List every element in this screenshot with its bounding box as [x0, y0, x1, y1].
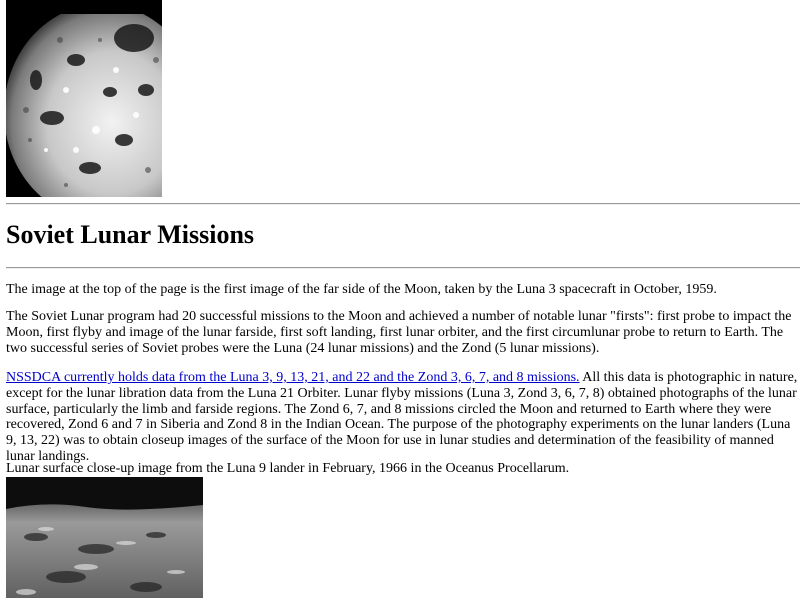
paragraph-program-overview: The Soviet Lunar program had 20 successful missions to the Moon and achieved a number of notable lunar "firsts": first probe to impact the Moon, first flyby and image of the lunar farside, first soft landing, first lunar orbiter, and the first circumlunar probe to return to Earth. The two successful series of Soviet probes were the Luna (24 lunar missions) and the Zond (5 lunar missions).: [6, 309, 792, 356]
page-title: Soviet Lunar Missions: [6, 220, 255, 249]
lunar-surface-graphic: [6, 477, 203, 598]
far-side-moon-graphic: [6, 0, 162, 197]
paragraph-data-holdings-text: All this data is photographic in nature, except for the lunar libration data from the Luna 21 Orbiter. Lunar flyby missions (Luna 3, Zond 3, 6, 7, 8) obtained photographs of the lunar surface, particularly the limb and farside regions. The Zond 6, 7, and 8 missions circled the Moon and returned to Earth where they were recovered, Zond 6 and 7 in Siberia and Zond 8 in the Indian Ocean. The purpose of the photography experiments on the lunar landers (Luna 9, 13, 22) was to obtain closeup images of the surface of the Moon for use in lunar studies and determination of the feasibility of manned lunar landings.: [6, 370, 798, 464]
paragraph-far-side-caption: The image at the top of the page is the first image of the far side of the Moon, taken by the Luna 3 spacecraft in October, 1959.: [6, 282, 717, 297]
paragraph-lander-caption: Lunar surface close-up image from the Luna 9 lander in February, 1966 in the Oceanus Procellarum.: [6, 461, 570, 476]
lunar-surface-closeup-image: [6, 477, 203, 598]
horizontal-rule-bottom: [6, 267, 800, 269]
paragraph-data-holdings: [6, 370, 800, 465]
nssdca-data-link[interactable]: NSSDCA currently holds data from the Luna 3, 9, 13, 21, and 22 and the Zond 3, 6, 7, and 8 missions.: [6, 370, 580, 385]
horizontal-rule-top: [6, 203, 800, 205]
far-side-moon-image: [6, 0, 162, 197]
